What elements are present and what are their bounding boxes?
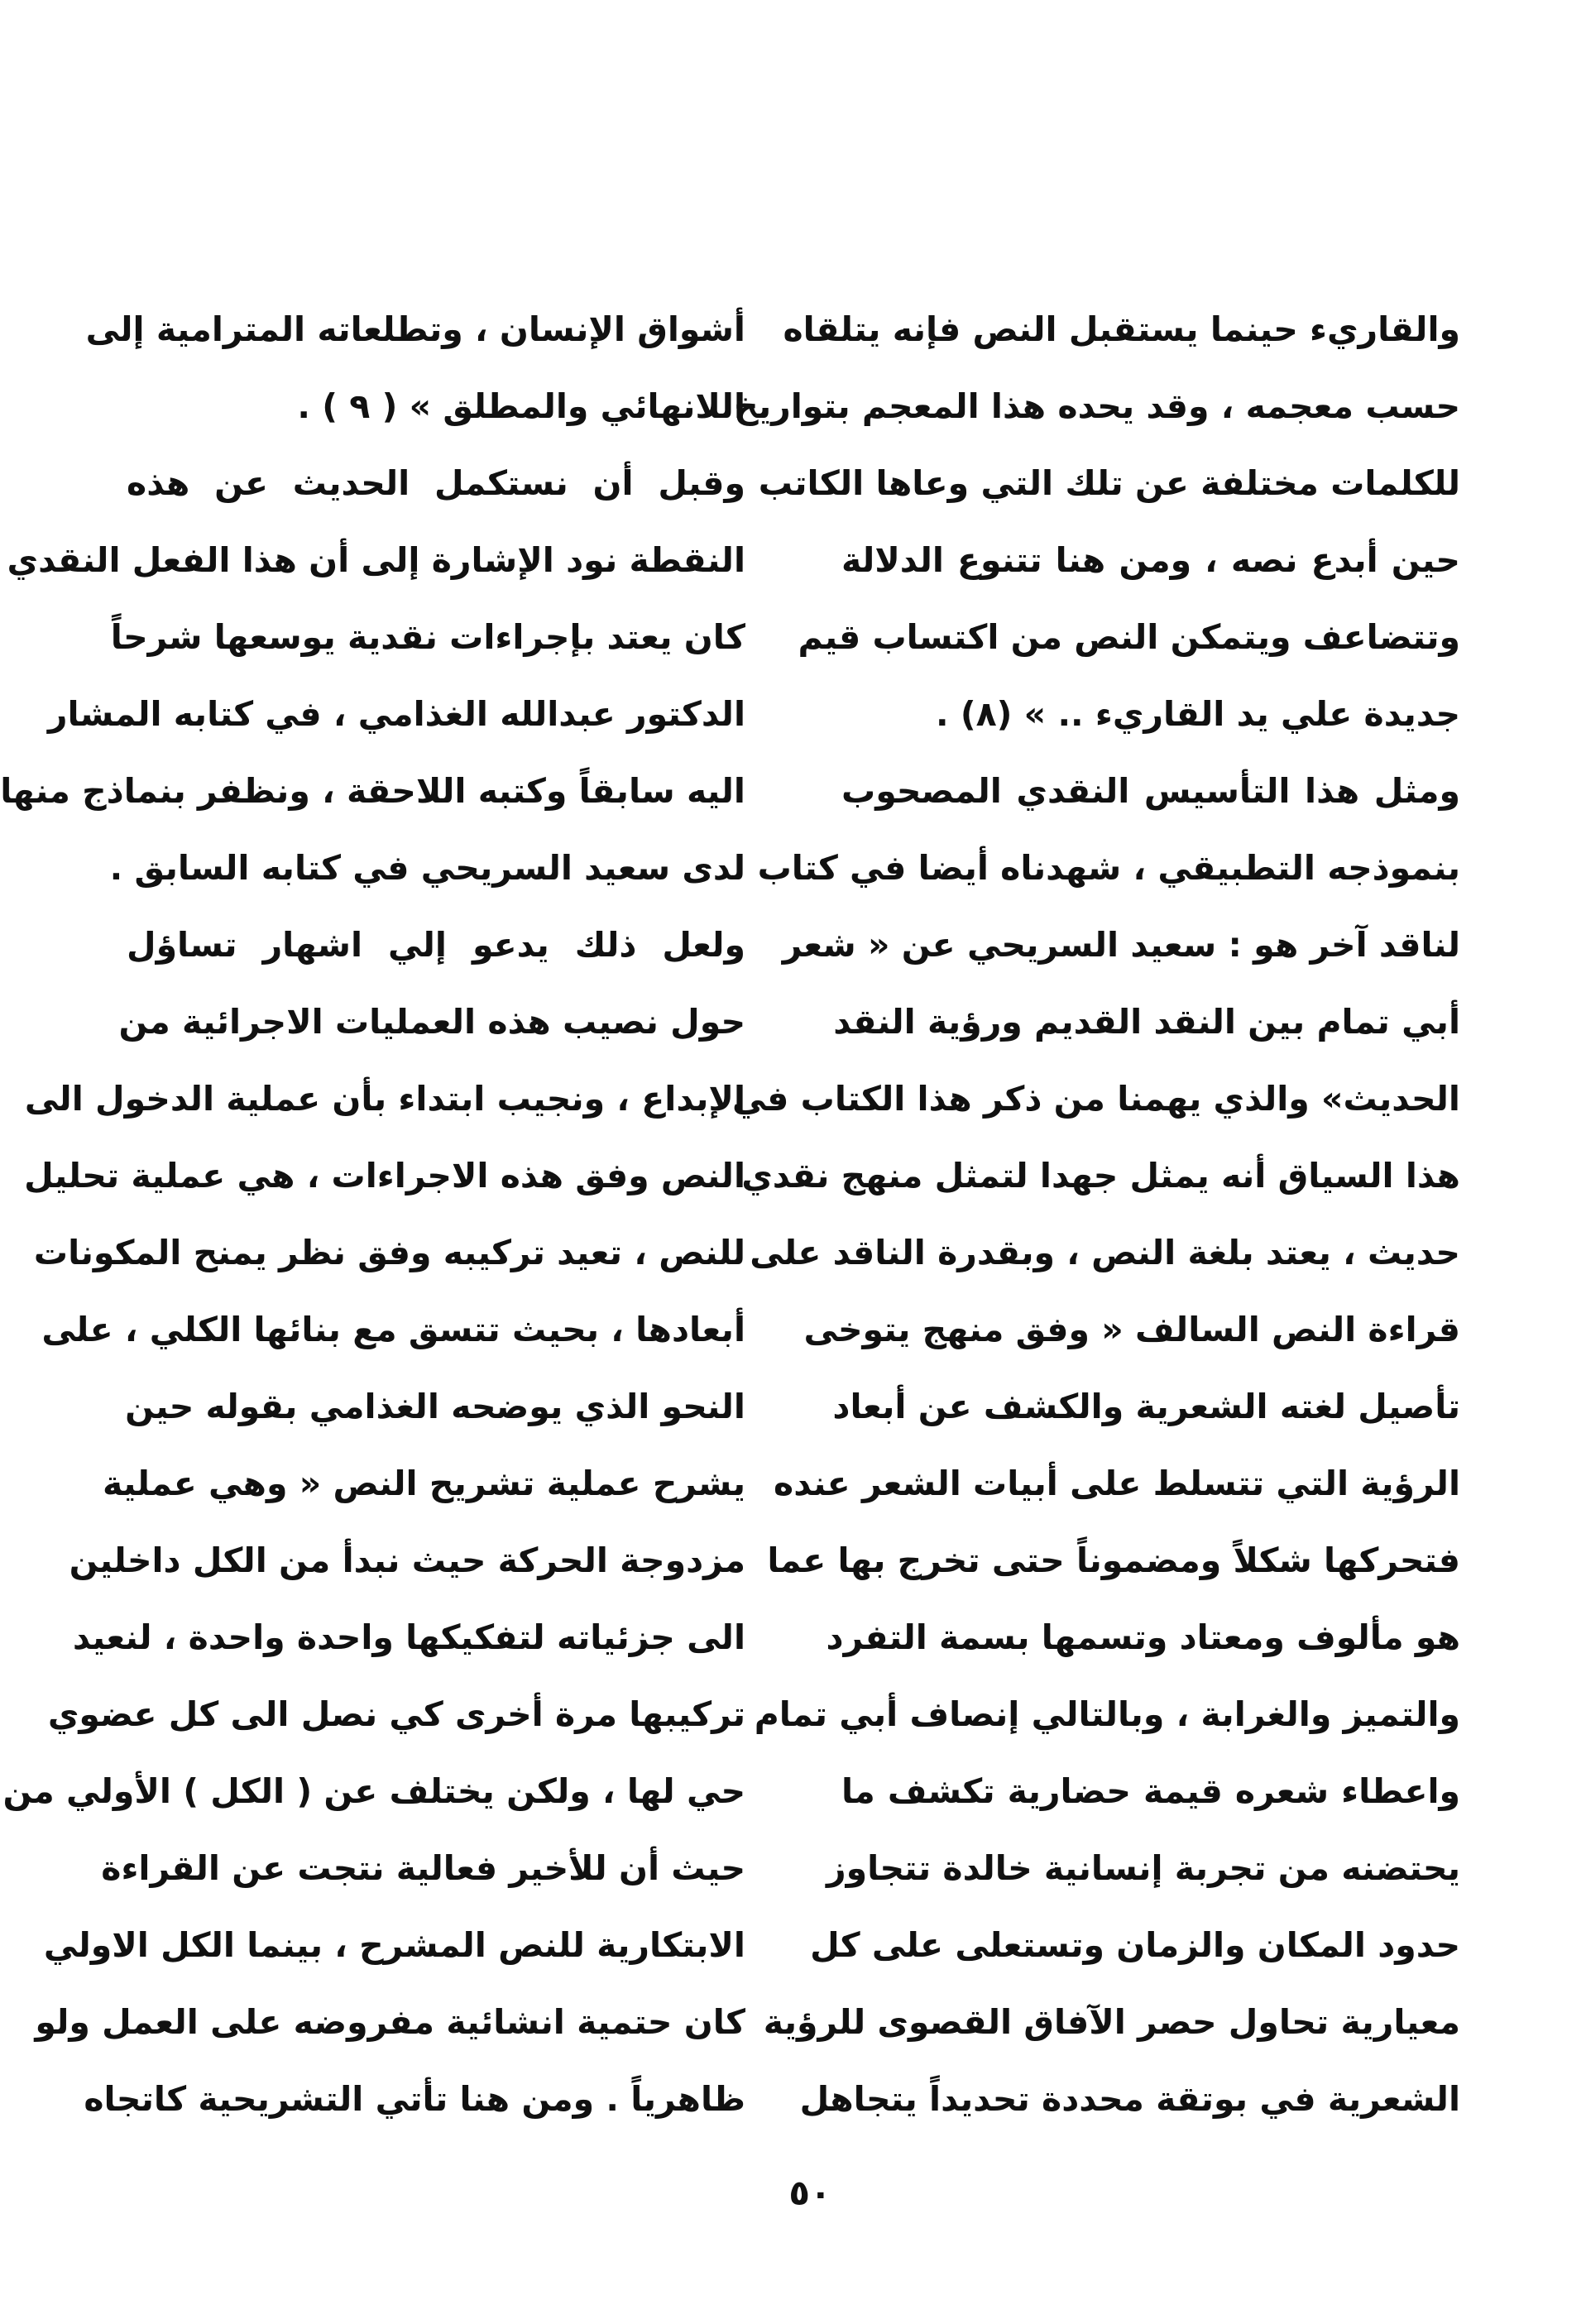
left-column-line: النص وفق هذه الاجراءات ، هي عملية تحليل [24, 1156, 745, 1196]
left-column-line: ظاهرياً . ومن هنا تأتي التشريحية كاتجاه [84, 2079, 745, 2119]
right-column-line: يحتضنه من تجربة إنسانية خالدة تتجاوز [827, 1848, 1460, 1888]
left-column-line: للنص ، تعيد تركيبه وفق نظر يمنح المكونات [33, 1233, 745, 1272]
left-column-line: الى جزئياته لتفكيكها واحدة واحدة ، لنعيد [72, 1617, 745, 1657]
right-column-line: حين أبدع نصه ، ومن هنا تتنوع الدلالة [841, 540, 1460, 580]
left-column-line: الدكتور عبدالله الغذامي ، في كتابه المشار [47, 694, 745, 734]
left-column-line: اللانهائي والمطلق » ( ٩ ) . [297, 386, 745, 426]
left-column-line: حي لها ، ولكن يختلف عن ( الكل ) الأولي من [2, 1771, 745, 1811]
page-number: ٥٠ [788, 2173, 831, 2213]
right-column-line: معيارية تحاول حصر الآفاق القصوى للرؤية [763, 2002, 1460, 2042]
left-column-line: حول نصيب هذه العمليات الاجرائية من [118, 1002, 745, 1042]
left-column-line: أشواق الإنسان ، وتطلعاته المترامية إلى [85, 309, 745, 349]
left-column-line: النحو الذي يوضحه الغذامي بقوله حين [125, 1387, 745, 1426]
right-column-line: ومثل هذا التأسيس النقدي المصحوب [841, 771, 1460, 811]
right-column-line: بنموذجه التطبيقي ، شهدناه أيضا في كتاب [757, 848, 1460, 888]
right-column-line: لناقد آخر هو : سعيد السريحي عن « شعر [782, 925, 1460, 965]
right-column-line: والقاريء حينما يستقبل النص فإنه يتلقاه [783, 309, 1460, 349]
right-column-line: واعطاء شعره قيمة حضارية تكشف ما [841, 1771, 1460, 1811]
left-column-line: كان حتمية انشائية مفروضه على العمل ولو [35, 2002, 745, 2042]
right-column-line: وتتضاعف ويتمكن النص من اكتساب قيم [798, 617, 1460, 657]
right-column-line: الحديث» والذي يهمنا من ذكر هذا الكتاب في [732, 1079, 1460, 1119]
right-column-line: الرؤية التي تتسلط على أبيات الشعر عنده [774, 1464, 1460, 1503]
left-column-line: النقطة نود الإشارة إلى أن هذا الفعل النقدي [7, 540, 745, 580]
right-column-line: هذا السياق أنه يمثل جهدا لتمثل منهج نقدي [741, 1156, 1460, 1196]
right-column-line: للكلمات مختلفة عن تلك التي وعاها الكاتب [758, 463, 1460, 503]
left-text-column [0, 291, 745, 2138]
right-column-line: قراءة النص السالف « وفق منهج يتوخى [803, 1310, 1460, 1349]
right-column-line: جديدة علي يد القاريء .. » (٨) . [936, 694, 1460, 734]
right-column-line: فتحركها شكلاً ومضموناً حتى تخرج بها عما [767, 1541, 1460, 1580]
right-column-line: هو مألوف ومعتاد وتسمها بسمة التفرد [826, 1617, 1460, 1657]
right-column-line: أبي تمام بين النقد القديم ورؤية النقد [833, 1002, 1460, 1042]
left-column-line: حيث أن للأخير فعالية نتجت عن القراءة [101, 1848, 745, 1888]
right-column-line: الشعرية في بوتقة محددة تحديداً يتجاهل [799, 2079, 1460, 2119]
right-column-line: حديث ، يعتد بلغة النص ، وبقدرة الناقد على [750, 1233, 1460, 1272]
left-column-line: تركيبها مرة أخرى كي نصل الى كل عضوي [47, 1694, 745, 1734]
right-column-line: حسب معجمه ، وقد يحده هذا المعجم بتواريخ [734, 386, 1460, 426]
right-column-line: تأصيل لغته الشعرية والكشف عن أبعاد [832, 1387, 1460, 1426]
left-column-line: لدى سعيد السريحي في كتابه السابق . [109, 848, 745, 888]
left-column-line: وقبل أن نستكمل الحديث عن هذه [127, 463, 745, 503]
left-column-line: ولعل ذلك يدعو إلي اشهار تساؤل [127, 925, 745, 965]
right-column-line: والتميز والغرابة ، وبالتالي إنصاف أبي تمام [754, 1694, 1460, 1734]
left-column-line: مزدوجة الحركة حيث نبدأ من الكل داخلين [69, 1541, 745, 1580]
left-column-line: الإبداع ، ونجيب ابتداء بأن عملية الدخول الى [24, 1079, 745, 1119]
left-column-line: أبعادها ، بحيث تتسق مع بنائها الكلي ، على [41, 1310, 745, 1349]
left-column-line: اليه سابقاً وكتبه اللاحقة ، ونظفر بنماذج منها [0, 771, 745, 811]
right-text-column [732, 291, 1460, 2138]
right-column-line: حدود المكان والزمان وتستعلى على كل [810, 1925, 1460, 1965]
left-column-line: يشرح عملية تشريح النص « وهي عملية [102, 1464, 745, 1503]
left-column-line: الابتكارية للنص المشرح ، بينما الكل الاولي [43, 1925, 745, 1965]
left-column-line: كان يعتد بإجراءات نقدية يوسعها شرحاً [110, 617, 745, 657]
